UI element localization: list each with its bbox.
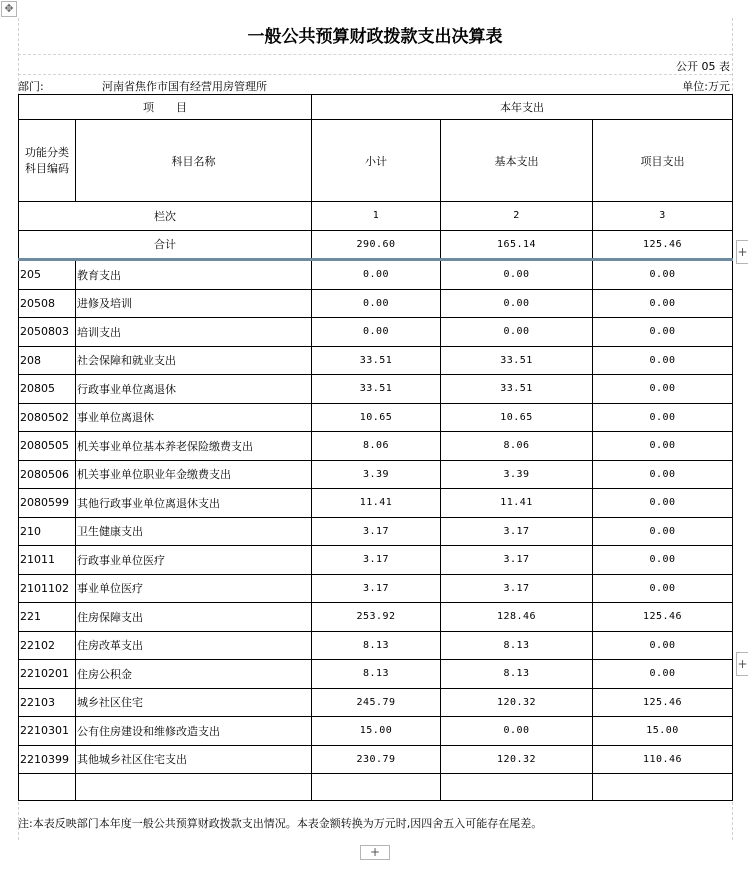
subtotal-cell: 3.39	[312, 460, 441, 489]
func-code-header	[19, 120, 76, 202]
table-row	[19, 432, 733, 461]
code-cell: 2101102	[19, 574, 76, 603]
dept-strip	[18, 75, 732, 94]
column-index-2: 2	[441, 202, 593, 231]
basic-cell: 0.00	[441, 717, 593, 746]
subtotal-cell: 253.92	[312, 603, 441, 632]
subtotal-cell: 33.51	[312, 346, 441, 375]
subject-name-cell: 培训支出	[76, 318, 312, 347]
basic-cell: 8.13	[441, 660, 593, 689]
basic-cell: 0.00	[441, 318, 593, 347]
func-code-header-line: 功能分类	[25, 145, 69, 159]
code-cell: 21011	[19, 546, 76, 575]
column-index-row	[19, 202, 733, 231]
blank-cell	[312, 774, 441, 801]
subject-name-cell: 教育支出	[76, 260, 312, 290]
subtotal-cell: 8.13	[312, 660, 441, 689]
dept-label: 部门:	[18, 80, 44, 93]
project-cell: 110.46	[593, 745, 733, 774]
subtotal-cell: 15.00	[312, 717, 441, 746]
total-project: 125.46	[593, 230, 733, 260]
form-code: 公开 05 表	[676, 60, 730, 73]
header-row	[19, 95, 733, 120]
project-cell: 125.46	[593, 603, 733, 632]
subtotal-cell: 3.17	[312, 546, 441, 575]
subject-name-cell: 机关事业单位职业年金缴费支出	[76, 460, 312, 489]
table-row	[19, 574, 733, 603]
table-row	[19, 546, 733, 575]
subtotal-cell: 0.00	[312, 260, 441, 290]
code-cell: 205	[19, 260, 76, 290]
table-row	[19, 318, 733, 347]
code-cell: 22103	[19, 688, 76, 717]
form-code-strip	[18, 55, 732, 75]
subtotal-cell: 3.17	[312, 517, 441, 546]
table-row	[19, 489, 733, 518]
subject-name-cell: 其他行政事业单位离退休支出	[76, 489, 312, 518]
basic-cell: 8.13	[441, 631, 593, 660]
total-subtotal: 290.60	[312, 230, 441, 260]
subtotal-header: 小计	[312, 120, 441, 202]
project-cell: 15.00	[593, 717, 733, 746]
code-cell: 2080505	[19, 432, 76, 461]
subject-name-cell: 机关事业单位基本养老保险缴费支出	[76, 432, 312, 461]
basic-cell: 0.00	[441, 260, 593, 290]
report-sheet	[18, 18, 732, 831]
subtotal-cell: 0.00	[312, 318, 441, 347]
subtotal-cell: 3.17	[312, 574, 441, 603]
basic-cell: 128.46	[441, 603, 593, 632]
subject-name-cell: 住房改革支出	[76, 631, 312, 660]
basic-cell: 3.17	[441, 546, 593, 575]
code-cell: 2210201	[19, 660, 76, 689]
add-row-button[interactable]: +	[360, 845, 390, 860]
subject-name-cell: 城乡社区住宅	[76, 688, 312, 717]
basic-cell: 11.41	[441, 489, 593, 518]
project-cell: 0.00	[593, 403, 733, 432]
subject-name-cell: 卫生健康支出	[76, 517, 312, 546]
current-year-header: 本年支出	[312, 95, 733, 120]
project-cell: 0.00	[593, 631, 733, 660]
project-cell: 125.46	[593, 688, 733, 717]
unit-label: 单位:万元	[682, 80, 730, 93]
code-cell: 210	[19, 517, 76, 546]
subtotal-cell: 8.13	[312, 631, 441, 660]
basic-cell: 0.00	[441, 289, 593, 318]
expenditure-table	[18, 94, 733, 801]
basic-cell: 3.17	[441, 517, 593, 546]
table-row	[19, 289, 733, 318]
subject-name-header: 科目名称	[76, 120, 312, 202]
project-cell: 0.00	[593, 546, 733, 575]
subject-name-cell: 事业单位医疗	[76, 574, 312, 603]
code-cell: 2050803	[19, 318, 76, 347]
code-cell: 2210301	[19, 717, 76, 746]
column-index-3: 3	[593, 202, 733, 231]
code-cell: 208	[19, 346, 76, 375]
subtotal-cell: 0.00	[312, 289, 441, 318]
code-cell: 20508	[19, 289, 76, 318]
column-index-label: 栏次	[19, 202, 312, 231]
project-cell: 0.00	[593, 574, 733, 603]
blank-row	[19, 774, 733, 801]
code-cell: 2080506	[19, 460, 76, 489]
subject-name-cell: 事业单位离退休	[76, 403, 312, 432]
table-row	[19, 517, 733, 546]
total-row	[19, 230, 733, 260]
blank-cell	[19, 774, 76, 801]
subtotal-cell: 11.41	[312, 489, 441, 518]
subject-name-cell: 公有住房建设和维修改造支出	[76, 717, 312, 746]
blank-cell	[593, 774, 733, 801]
basic-cell: 10.65	[441, 403, 593, 432]
subject-name-cell: 行政事业单位医疗	[76, 546, 312, 575]
subtotal-cell: 230.79	[312, 745, 441, 774]
code-cell: 221	[19, 603, 76, 632]
subject-name-cell: 进修及培训	[76, 289, 312, 318]
table-row	[19, 260, 733, 290]
table-move-handle[interactable]: ✥	[1, 1, 17, 17]
table-row	[19, 717, 733, 746]
add-column-button[interactable]: +	[736, 652, 748, 676]
table-row	[19, 460, 733, 489]
basic-cell: 120.32	[441, 745, 593, 774]
total-basic: 165.14	[441, 230, 593, 260]
subtotal-cell: 10.65	[312, 403, 441, 432]
project-cell: 0.00	[593, 260, 733, 290]
project-cell: 0.00	[593, 318, 733, 347]
project-cell: 0.00	[593, 432, 733, 461]
project-header: 项目支出	[593, 120, 733, 202]
subtotal-cell: 245.79	[312, 688, 441, 717]
project-cell: 0.00	[593, 660, 733, 689]
table-row	[19, 375, 733, 404]
table-row	[19, 631, 733, 660]
code-cell: 2080599	[19, 489, 76, 518]
add-column-button[interactable]: +	[736, 240, 748, 264]
item-header: 项 目	[19, 95, 312, 120]
subject-name-cell: 行政事业单位离退休	[76, 375, 312, 404]
table-row	[19, 745, 733, 774]
basic-cell: 3.39	[441, 460, 593, 489]
project-cell: 0.00	[593, 517, 733, 546]
project-cell: 0.00	[593, 289, 733, 318]
table-row	[19, 603, 733, 632]
footnote: 注:本表反映部门本年度一般公共预算财政拨款支出情况。本表金额转换为万元时,因四舍五入可能存在尾差。	[18, 817, 543, 830]
total-label: 合计	[19, 230, 312, 260]
subtotal-cell: 8.06	[312, 432, 441, 461]
code-cell: 20805	[19, 375, 76, 404]
code-cell: 2080502	[19, 403, 76, 432]
code-cell: 22102	[19, 631, 76, 660]
blank-cell	[76, 774, 312, 801]
subject-name-cell: 社会保障和就业支出	[76, 346, 312, 375]
func-code-header-line: 科目编码	[25, 161, 69, 175]
project-cell: 0.00	[593, 460, 733, 489]
subject-name-cell: 住房公积金	[76, 660, 312, 689]
column-index-1: 1	[312, 202, 441, 231]
subtotal-cell: 33.51	[312, 375, 441, 404]
table-row	[19, 688, 733, 717]
report-title: 一般公共预算财政拨款支出决算表	[18, 18, 732, 55]
code-cell: 2210399	[19, 745, 76, 774]
basic-cell: 33.51	[441, 346, 593, 375]
project-cell: 0.00	[593, 375, 733, 404]
blank-cell	[441, 774, 593, 801]
table-row	[19, 660, 733, 689]
subject-name-cell: 住房保障支出	[76, 603, 312, 632]
header-row	[19, 120, 733, 202]
subject-name-cell: 其他城乡社区住宅支出	[76, 745, 312, 774]
table-row	[19, 346, 733, 375]
basic-cell: 120.32	[441, 688, 593, 717]
project-cell: 0.00	[593, 346, 733, 375]
project-cell: 0.00	[593, 489, 733, 518]
basic-header: 基本支出	[441, 120, 593, 202]
dept-name: 河南省焦作市国有经营用房管理所	[102, 80, 267, 93]
basic-cell: 33.51	[441, 375, 593, 404]
basic-cell: 3.17	[441, 574, 593, 603]
table-row	[19, 403, 733, 432]
basic-cell: 8.06	[441, 432, 593, 461]
